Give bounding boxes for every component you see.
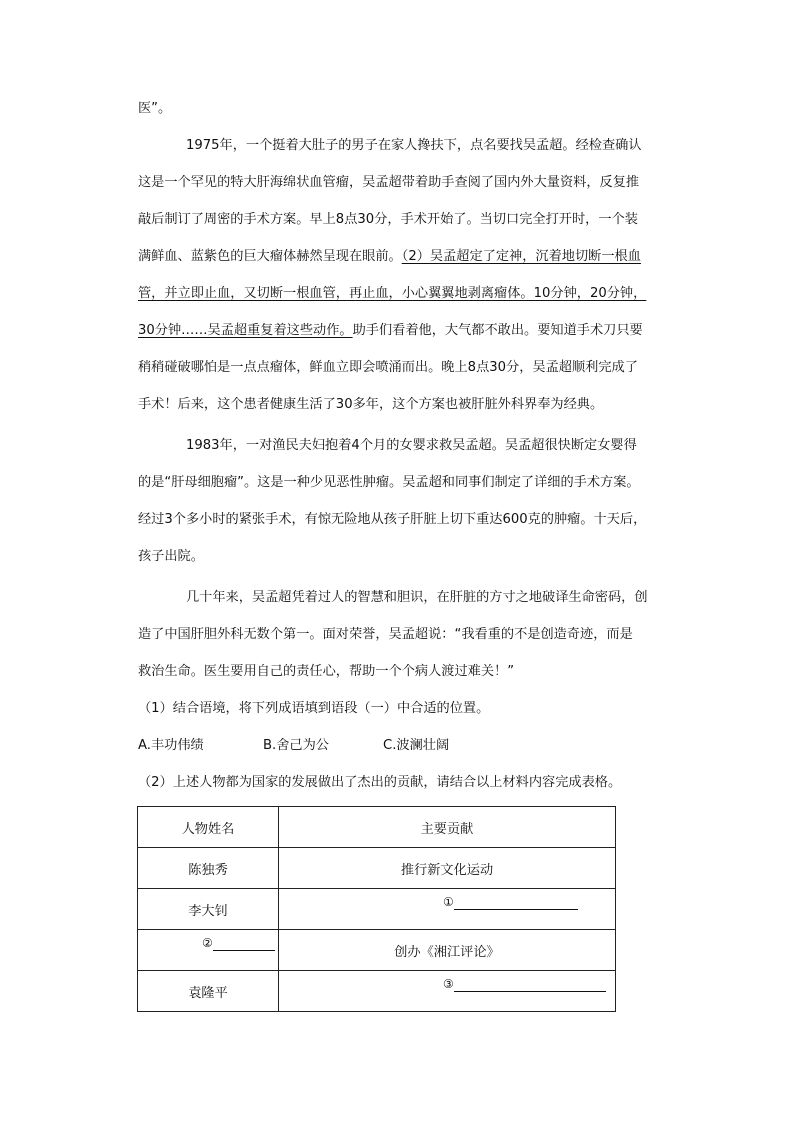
answer-blank-2[interactable]: ② (202, 936, 275, 951)
underlined-text: （2）吴孟超定了定神，沉着地切断一根血 (401, 249, 641, 264)
table-header-contribution: 主要贡献 (279, 807, 616, 848)
table-cell-name: 袁隆平 (138, 971, 279, 1012)
table-cell-contribution: 创办《湘江评论》 (279, 930, 616, 971)
paragraph-line: 医”。 (138, 101, 172, 116)
question-2-prompt: （2）上述人物都为国家的发展做出了杰出的贡献，请结合以上材料内容完成表格。 (138, 775, 622, 790)
paragraph-text: 满鲜血、蓝紫色的巨大瘤体赫然呈现在眼前。 (138, 249, 402, 264)
table-cell-name: 李大钊 (138, 889, 279, 930)
answer-blank-1[interactable]: ① (443, 895, 578, 910)
question-1-prompt: （1）结合语境，将下列成语填到语段（一）中合适的位置。 (138, 701, 490, 716)
option-b: B.舍己为公 (263, 738, 329, 753)
table-header-row (138, 807, 616, 848)
paragraph-line: 手术！后来，这个患者健康生活了30多年，这个方案也被肝脏外科界奉为经典。 (138, 397, 604, 412)
table-row (138, 848, 616, 889)
paragraph-line: 救治生命。医生要用自己的责任心，帮助一个个病人渡过难关！” (138, 664, 515, 679)
paragraph-line: 的是“肝母细胞瘤”。这是一种少见恶性肿瘤。吴孟超和同事们制定了详细的手术方案。 (138, 475, 640, 490)
paragraph-line (138, 247, 641, 267)
table-row (138, 930, 616, 971)
answer-blank-3[interactable]: ③ (443, 977, 606, 992)
table-row (138, 971, 616, 1012)
underlined-text: 30分钟……吴孟超重复着这些动作。 (138, 323, 353, 338)
table-cell-contribution: 推行新文化运动 (279, 848, 616, 889)
underlined-line: 管，并立即止血，又切断一根血管，再止血，小心翼翼地剥离瘤体。10分钟，20分钟， (138, 286, 647, 301)
paragraph-line: 1975年，一个挺着大肚子的男子在家人搀扶下，点名要找吴孟超。经检查确认 (186, 138, 642, 153)
paragraph-line: 敲后制订了周密的手术方案。早上8点30分，手术开始了。当切口完全打开时，一个装 (138, 212, 638, 227)
paragraph-line: 这是一个罕见的特大肝海绵状血管瘤，吴孟超带着助手查阅了国内外大量资料，反复推 (138, 175, 640, 190)
table-cell-name (138, 930, 279, 971)
paragraph-line: 造了中国肝胆外科无数个第一。面对荣誉，吴孟超说：“我看重的不是创造奇迹，而是 (138, 627, 633, 642)
paragraph-line: 稍稍碰破哪怕是一点点瘤体，鲜血立即会喷涌而出。晚上8点30分，吴孟超顺利完成了 (138, 360, 638, 375)
table-row (138, 889, 616, 930)
paragraph-line: 经过3个多小时的紧张手术，有惊无险地从孩子肝脏上切下重达600克的肿瘤。十天后， (138, 512, 647, 527)
paragraph-line: 1983年，一对渔民夫妇抱着4个月的女婴求救吴孟超。吴孟超很快断定女婴得 (186, 438, 637, 453)
paragraph-line: 孩子出院。 (138, 549, 204, 564)
table-cell-name: 陈独秀 (138, 848, 279, 889)
option-a: A.丰功伟绩 (138, 738, 204, 753)
paragraph-line (138, 321, 643, 341)
table-cell-contribution (279, 889, 616, 930)
table-header-name: 人物姓名 (138, 807, 279, 848)
table-cell-contribution (279, 971, 616, 1012)
paragraph-text: 助手们看着他，大气都不敢出。要知道手术刀只要 (352, 323, 643, 338)
paragraph-line: 几十年来，吴孟超凭着过人的智慧和胆识，在肝脏的方寸之地破译生命密码，创 (186, 590, 648, 605)
contribution-table (137, 806, 616, 1012)
option-c: C.波澜壮阔 (383, 738, 450, 753)
